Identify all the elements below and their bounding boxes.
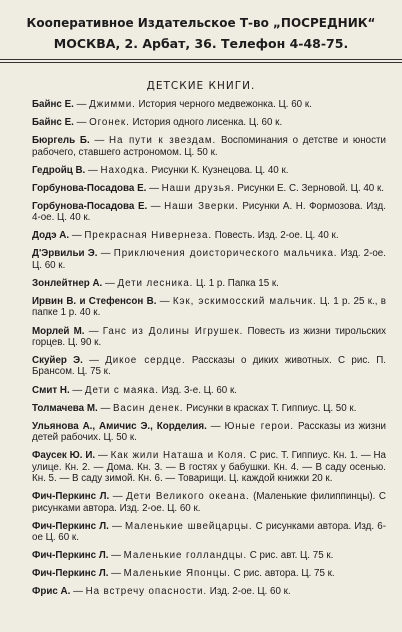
book-details: История одного лисенка. Ц. 60 к. bbox=[132, 117, 283, 129]
book-entry bbox=[32, 296, 386, 319]
separator-dash: — bbox=[73, 99, 90, 110]
book-title: Приключения доисторического мальчика. bbox=[113, 248, 338, 260]
book-title: Дети Великого океана. bbox=[126, 491, 250, 503]
book-details: С рисунками автора. Изд. 6-ое Ц. 60 к. bbox=[32, 520, 386, 544]
book-title: Юные герои. bbox=[224, 420, 295, 432]
separator-dash: — bbox=[69, 384, 85, 396]
book-details: С рис. автора. Ц. 75 к. bbox=[233, 568, 335, 580]
book-entry bbox=[32, 135, 386, 158]
book-details: Рисунки в красках Т. Гиппиус. Ц. 50 к. bbox=[186, 402, 357, 414]
book-title: Прекрасная Нивернеза. bbox=[84, 230, 213, 242]
book-title: Как жили Наташа и Коля. bbox=[110, 450, 247, 462]
book-author: Додэ А. bbox=[32, 230, 70, 242]
separator-dash: — bbox=[102, 277, 118, 289]
separator-dash: — bbox=[70, 586, 86, 598]
separator-dash: — bbox=[95, 450, 111, 462]
book-entry bbox=[32, 521, 386, 544]
book-author: Фрис А. bbox=[32, 586, 71, 598]
separator-dash: — bbox=[89, 135, 109, 147]
book-entry bbox=[32, 165, 386, 176]
book-title: Джимми. bbox=[89, 99, 136, 110]
separator-dash: — bbox=[108, 550, 124, 562]
book-details: Рассказы о диких животных. С рис. П. Брансом. Ц. 75 к. bbox=[32, 355, 386, 378]
book-details: Рисунки Е. С. Зерновой. Ц. 40 к. bbox=[237, 182, 384, 194]
book-author: Фич-Перкинс Л. bbox=[32, 568, 109, 580]
book-entry bbox=[32, 586, 386, 597]
book-entry bbox=[32, 230, 386, 241]
separator-dash: — bbox=[73, 117, 90, 129]
book-entry bbox=[32, 421, 386, 444]
book-title: Дикое сердце. bbox=[105, 355, 186, 367]
book-details: Рисунки К. Кузнецова. Ц. 40 к. bbox=[151, 164, 289, 176]
book-details: Повесть из жизни тирольских горцев. Ц. 90 к. bbox=[32, 325, 386, 348]
book-details: Изд. 2-ое. Ц. 60 к. bbox=[209, 586, 291, 598]
book-details: Изд. 2-ое. Ц. 60 к. bbox=[32, 248, 386, 271]
separator-dash: — bbox=[108, 520, 125, 532]
book-title: Наши друзья. bbox=[161, 182, 235, 194]
book-title: Маленькие швейцарцы. bbox=[124, 520, 253, 532]
book-author: Ульянова А., Амичис Э., Корделия. bbox=[32, 420, 207, 432]
book-details: (Маленькие филиппинцы). С рисунками автора. Изд. 2-ое. Ц. 60 к. bbox=[32, 491, 386, 514]
book-author: Фич-Перкинс Л. bbox=[32, 520, 109, 532]
book-author: Зонлейтнер А. bbox=[32, 277, 103, 289]
book-author: Бюргель Б. bbox=[32, 135, 90, 147]
separator-dash: — bbox=[147, 200, 165, 212]
book-title: Ганс из Долины Игрушек. bbox=[102, 325, 244, 337]
book-details: Воспоминания о детстве и юности рабочего, ставшего астрономом. Ц. 50 к. bbox=[32, 135, 386, 158]
separator-dash: — bbox=[84, 325, 103, 337]
header-rule-top bbox=[0, 59, 402, 60]
book-entry bbox=[32, 117, 386, 128]
book-author: Горбунова-Посадова Е. bbox=[32, 200, 148, 212]
book-details: Изд. 3-е. Ц. 60 к. bbox=[161, 384, 237, 396]
book-author: Д'Эрвильи Э. bbox=[32, 248, 98, 260]
book-title: На пути к звездам. bbox=[109, 135, 217, 147]
book-details: Рисунки А. Н. Формозова. Изд. 4-ое. Ц. 40 к. bbox=[32, 200, 386, 224]
separator-dash: — bbox=[156, 296, 173, 308]
header-rule-bottom bbox=[0, 62, 402, 63]
book-title: Маленькие голландцы. bbox=[123, 550, 247, 562]
book-author: Толмачева М. bbox=[32, 402, 98, 414]
book-author: Гедройц В. bbox=[32, 164, 86, 176]
separator-dash: — bbox=[69, 230, 85, 242]
book-entry bbox=[32, 355, 386, 378]
separator-dash: — bbox=[206, 420, 225, 432]
book-title: Дети с маяка. bbox=[84, 384, 159, 396]
publisher-address: МОСКВА, 2. Арбат, 36. Телефон 4-48-75. bbox=[53, 36, 349, 51]
book-author: Ирвин В. и Стефенсон В. bbox=[32, 296, 157, 308]
book-entry bbox=[32, 568, 386, 579]
separator-dash: — bbox=[146, 182, 162, 194]
book-entry bbox=[32, 99, 386, 110]
separator-dash: — bbox=[97, 402, 113, 414]
book-author: Горбунова-Посадова Е. bbox=[32, 182, 147, 194]
book-entry bbox=[32, 326, 386, 349]
book-title: Находка. bbox=[100, 164, 149, 176]
book-author: Фаусек Ю. И. bbox=[32, 450, 96, 462]
book-entry bbox=[32, 201, 386, 224]
book-entry bbox=[32, 248, 386, 271]
book-entry bbox=[32, 450, 386, 484]
separator-dash: — bbox=[85, 164, 101, 176]
book-title: Огонек. bbox=[89, 117, 130, 129]
book-details: Ц. 1 р. Папка 15 к. bbox=[196, 277, 279, 289]
book-title: Васин денек. bbox=[113, 402, 184, 414]
book-author: Смит Н. bbox=[32, 384, 70, 396]
book-author: Фич-Перкинс Л. bbox=[32, 550, 109, 562]
publisher-name: Кооперативное Издательское Т-во „ПОСРЕДНИК“ bbox=[26, 16, 376, 30]
book-details: Ц. 1 р. 25 к., в папке 1 р. 40 к. bbox=[32, 296, 386, 319]
separator-dash: — bbox=[108, 568, 124, 580]
book-author: Морлей М. bbox=[32, 325, 85, 337]
book-entry bbox=[32, 385, 386, 396]
book-entry bbox=[32, 278, 386, 289]
separator-dash: — bbox=[82, 355, 106, 367]
separator-dash: — bbox=[109, 491, 127, 503]
book-details: С рис. Т. Гиппиус. Кн. 1. — На улице. Кн. 2. — Дома. Кн. 3. — В гостях у бабушки. Кн. 4. — В саду осенью. Кн. 5. — В саду зимой. Кн. 6. — Товарищи. Ц. каждой книжки 20 к. bbox=[32, 450, 386, 485]
book-author: Фич-Перкинс Л. bbox=[32, 491, 110, 503]
book-author: Байнс Е. bbox=[32, 117, 74, 129]
book-entry bbox=[32, 403, 386, 414]
book-details: История черного медвежонка. Ц. 60 к. bbox=[138, 99, 312, 110]
book-details: Рассказы из жизни детей рабочих. Ц. 50 к. bbox=[32, 420, 386, 444]
book-title: Маленькие Японцы. bbox=[123, 568, 231, 580]
book-details: Повесть. Изд. 2-ое. Ц. 40 к. bbox=[214, 230, 339, 242]
book-title: Дети лесника. bbox=[117, 277, 194, 289]
book-details: С рис. авт. Ц. 75 к. bbox=[249, 550, 334, 562]
book-author: Байнс Е. bbox=[32, 99, 74, 110]
book-title: Наши Зверки. bbox=[164, 200, 239, 212]
book-entry bbox=[32, 183, 386, 194]
book-author: Скуйер Э. bbox=[32, 355, 83, 367]
book-entry bbox=[32, 550, 386, 561]
section-title: ДЕТСКИЕ КНИГИ. bbox=[146, 80, 256, 92]
separator-dash: — bbox=[97, 248, 114, 260]
book-entry bbox=[32, 491, 386, 514]
book-title: Кэк, эскимосский мальчик. bbox=[172, 296, 317, 308]
book-list bbox=[32, 99, 386, 604]
book-title: На встречу опасности. bbox=[85, 586, 208, 598]
